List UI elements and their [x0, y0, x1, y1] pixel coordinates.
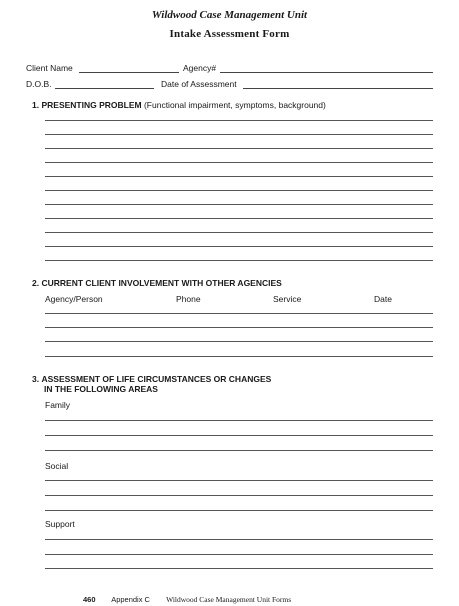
writing-line	[45, 176, 433, 177]
writing-line	[45, 539, 433, 540]
page-number: 460	[83, 595, 96, 604]
client-name-field[interactable]	[79, 72, 179, 73]
writing-line	[45, 554, 433, 555]
writing-line	[45, 246, 433, 247]
agency-field[interactable]	[220, 72, 433, 73]
area-family-label: Family	[45, 400, 71, 410]
column-service: Service	[273, 294, 302, 304]
writing-line	[45, 232, 433, 233]
writing-line	[45, 204, 433, 205]
writing-line	[45, 260, 433, 261]
section-3-heading	[32, 374, 271, 384]
page-footer	[83, 595, 291, 604]
column-date: Date	[374, 294, 392, 304]
section-title-continued: IN THE FOLLOWING AREAS	[44, 384, 158, 394]
dob-field[interactable]	[55, 88, 154, 89]
section-title: ASSESSMENT OF LIFE CIRCUMSTANCES OR CHANGES	[41, 374, 272, 384]
writing-line	[45, 480, 433, 481]
form-title: Intake Assessment Form	[169, 28, 290, 40]
column-agency-person: Agency/Person	[45, 294, 103, 304]
writing-line	[45, 313, 433, 314]
footer-appendix: Appendix C	[111, 595, 150, 604]
section-2-heading	[32, 278, 282, 288]
section-number: 2.	[32, 278, 40, 288]
section-title: PRESENTING PROBLEM	[41, 100, 142, 110]
footer-document-name: Wildwood Case Management Unit Forms	[166, 595, 292, 604]
section-1-heading	[32, 100, 326, 110]
writing-line	[45, 420, 433, 421]
column-phone: Phone	[176, 294, 201, 304]
section-title: CURRENT CLIENT INVOLVEMENT WITH OTHER AGENCIES	[41, 278, 282, 288]
writing-line	[45, 162, 433, 163]
section-number: 3.	[32, 374, 40, 384]
section-number: 1.	[32, 100, 40, 110]
writing-line	[45, 356, 433, 357]
writing-line	[45, 450, 433, 451]
agency-label: Agency#	[183, 63, 217, 73]
area-social-label: Social	[45, 461, 69, 471]
date-of-assessment-field[interactable]	[243, 88, 433, 89]
dob-label: D.O.B.	[26, 79, 52, 89]
writing-line	[45, 435, 433, 436]
date-of-assessment-label: Date of Assessment	[161, 79, 237, 89]
writing-line	[45, 495, 433, 496]
writing-line	[45, 218, 433, 219]
form-unit-title: Wildwood Case Management Unit	[151, 9, 308, 21]
writing-line	[45, 510, 433, 511]
writing-line	[45, 327, 433, 328]
writing-line	[45, 341, 433, 342]
writing-line	[45, 120, 433, 121]
writing-line	[45, 148, 433, 149]
writing-line	[45, 134, 433, 135]
area-support-label: Support	[45, 519, 75, 529]
section-3-heading-line2	[44, 384, 158, 394]
writing-line	[45, 190, 433, 191]
section-note: (Functional impairment, symptoms, background)	[143, 100, 326, 110]
client-name-label: Client Name	[26, 63, 73, 73]
writing-line	[45, 568, 433, 569]
